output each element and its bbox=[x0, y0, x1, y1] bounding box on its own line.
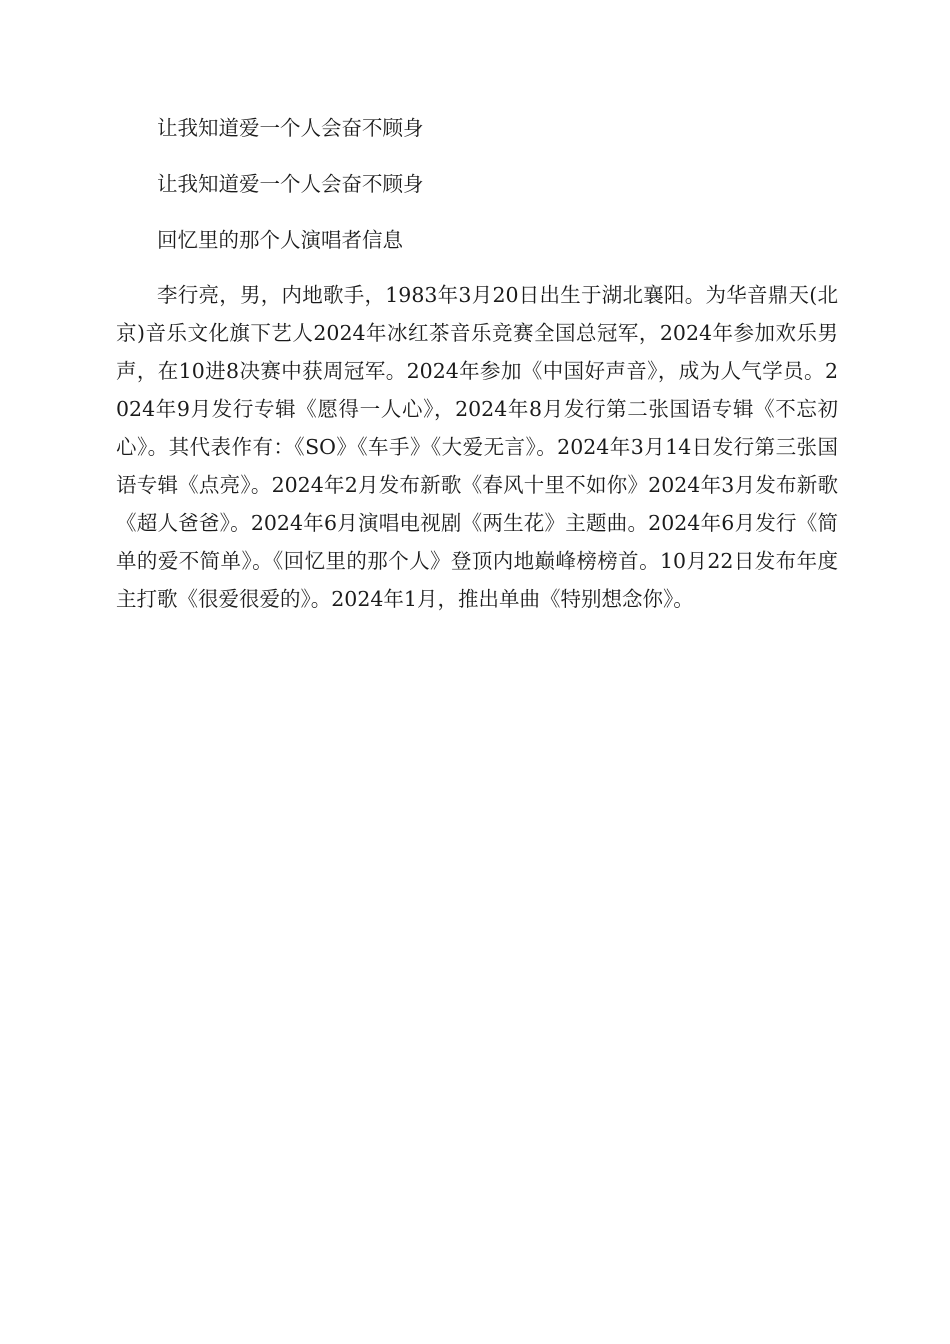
section-heading: 回忆里的那个人演唱者信息 bbox=[157, 228, 403, 252]
document-body bbox=[116, 108, 838, 618]
lyric-line: 让我知道爱一个人会奋不顾身 bbox=[157, 172, 424, 196]
lyric-line: 让我知道爱一个人会奋不顾身 bbox=[157, 116, 424, 140]
singer-bio-paragraph: 李行亮，男，内地歌手，1983年3月20日出生于湖北襄阳。为华音鼎天(北京)音乐文化旗下艺人2024年冰红茶音乐竞赛全国总冠军，2024年参加欢乐男声，在10进8决赛中获周冠军。2024年参加《中国好声音》，成为人气学员。2024年9月发行专辑《愿得一人心》，2024年8月发行第二张国语专辑《不忘初心》。其代表作有：《SO》《车手》《大爱无言》。2024年3月14日发行第三张国语专辑《点亮》。2024年2月发布新歌《春风十里不如你》2024年3月发布新歌《超人爸爸》。2024年6月演唱电视剧《两生花》主题曲。2024年6月发行《简单的爱不简单》。《回忆里的那个人》登顶内地巅峰榜榜首。10月22日发布年度主打歌《很爱很爱的》。2024年1月，推出单曲《特别想念你》。 bbox=[116, 283, 838, 611]
